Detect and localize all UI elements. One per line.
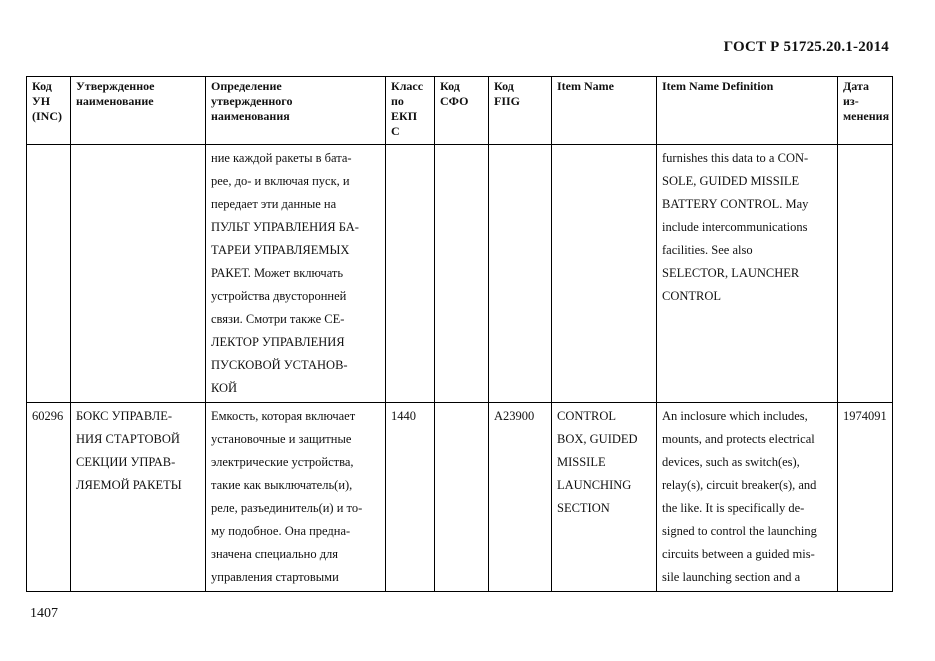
header-item-name: Item Name [552, 77, 657, 145]
cell-item-name [552, 145, 657, 403]
cell-class [386, 145, 435, 403]
cell-definition: ние каждой ракеты в бата- рее, до- и включая пуск, и передает эти данные на ПУЛЬТ УПРАВЛЕНИЯ БА- ТАРЕИ УПРАВЛЯЕМЫХ РАКЕТ. Может включать устройства двусторонней связи. Смотри также СЕ- ЛЕКТОР УПРАВЛЕНИЯ ПУСКОВОЙ УСТАНОВ- КОЙ [206, 145, 386, 403]
cell-sfo [435, 145, 489, 403]
header-definition: Определение утвержденного наименования [206, 77, 386, 145]
document-code: ГОСТ Р 51725.20.1-2014 [723, 39, 889, 55]
cell-fiig [489, 145, 552, 403]
nomenclature-table [26, 76, 893, 592]
table-header-row [27, 77, 893, 145]
cell-item-name: CONTROL BOX, GUIDED MISSILE LAUNCHING SECTION [552, 403, 657, 592]
cell-class: 1440 [386, 403, 435, 592]
header-item-name-definition: Item Name Definition [657, 77, 838, 145]
cell-definition: Емкость, которая включает установочные и защитные электрические устройства, такие как выключатель(и), реле, разъединитель(и) и то- му подобное. Она предна- значена специально для управления стартовыми [206, 403, 386, 592]
cell-inc: 60296 [27, 403, 71, 592]
header-sfo: Код СФО [435, 77, 489, 145]
page-number: 1407 [30, 606, 58, 621]
cell-change-date: 1974091 [838, 403, 893, 592]
header-fiig: Код FIIG [489, 77, 552, 145]
cell-approved-name: БОКС УПРАВЛЕ- НИЯ СТАРТОВОЙ СЕКЦИИ УПРАВ- ЛЯЕМОЙ РАКЕТЫ [71, 403, 206, 592]
header-approved-name: Утвержденное наименование [71, 77, 206, 145]
cell-sfo [435, 403, 489, 592]
table-row [27, 145, 893, 403]
cell-fiig: A23900 [489, 403, 552, 592]
cell-approved-name [71, 145, 206, 403]
header-inc: Код УН (INC) [27, 77, 71, 145]
cell-item-name-definition: An inclosure which includes, mounts, and protects electrical devices, such as switch(es), relay(s), circuit breaker(s), and the like. It is specifically de- signed to control the launching circuits between a guided mis- sile launching section and a [657, 403, 838, 592]
cell-change-date [838, 145, 893, 403]
cell-inc [27, 145, 71, 403]
header-class: Класс по ЕКП С [386, 77, 435, 145]
cell-item-name-definition: furnishes this data to a CON- SOLE, GUIDED MISSILE BATTERY CONTROL. May include intercommunications facilities. See also SELECTOR, LAUNCHER CONTROL [657, 145, 838, 403]
header-change-date: Дата из- менения [838, 77, 893, 145]
table-row [27, 403, 893, 592]
